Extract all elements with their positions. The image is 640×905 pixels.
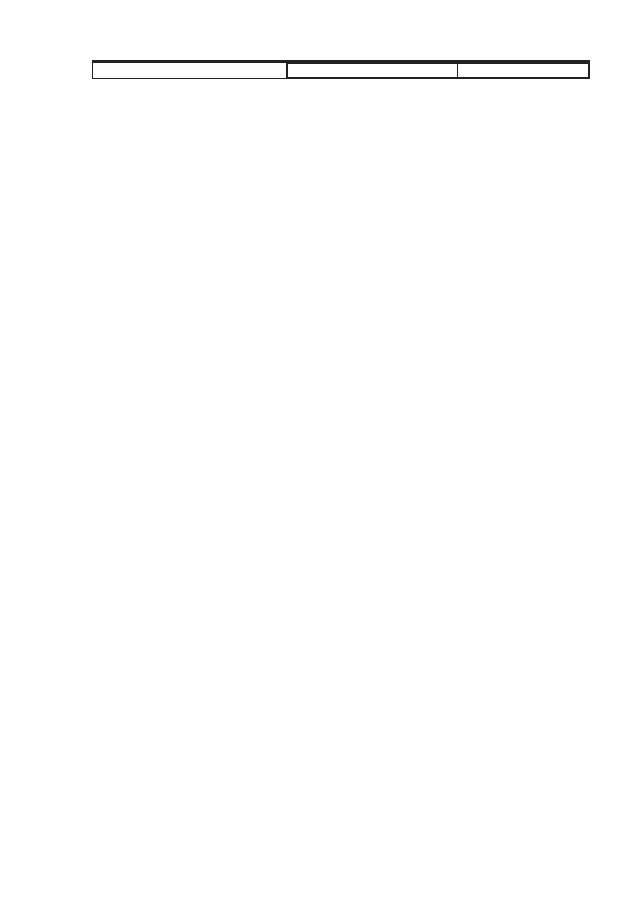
total-value-cell (458, 64, 589, 78)
total-row (288, 64, 589, 78)
finance-detail-cell (287, 63, 590, 79)
finance-label-cell (93, 63, 287, 79)
total-label-cell (288, 64, 458, 78)
finance-row (93, 63, 590, 79)
passport-table (92, 60, 590, 79)
finance-inner-table (287, 63, 589, 78)
